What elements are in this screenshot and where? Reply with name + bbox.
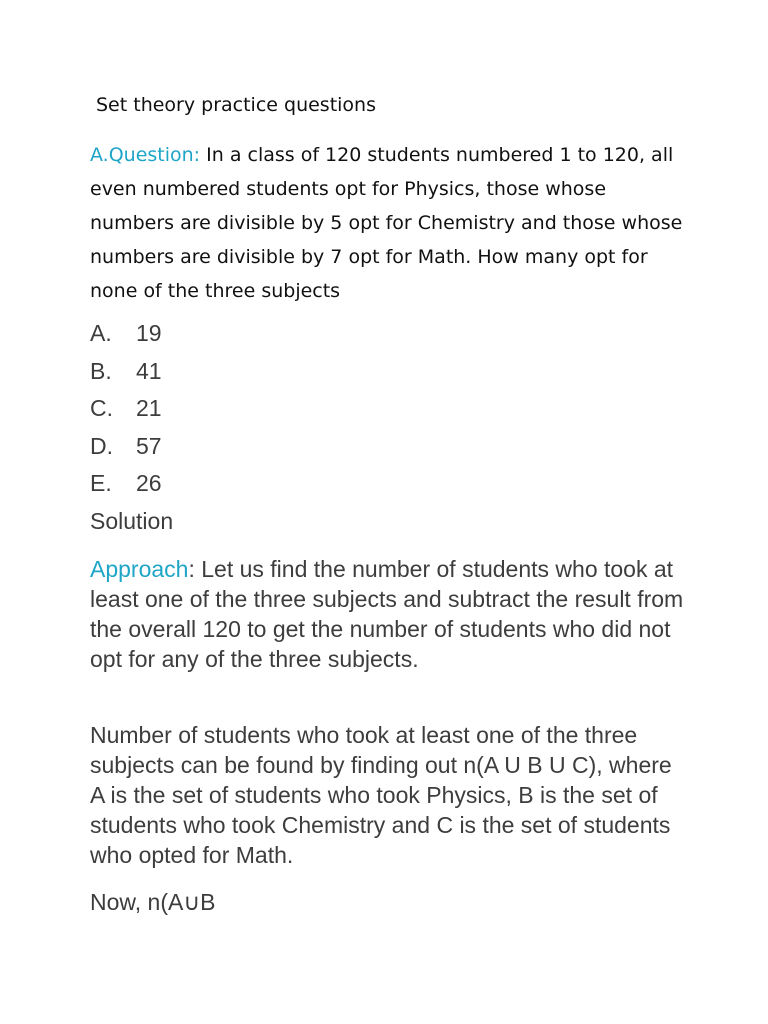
option-letter: C. bbox=[90, 395, 113, 421]
approach-paragraph bbox=[90, 554, 690, 674]
page-title: Set theory practice questions bbox=[96, 94, 376, 116]
question-text: In a class of 120 students numbered 1 to 120, all even numbered students opt for Physics, those whose numbers are divisible by 5 opt for Chemistry and those whose numbers are divisible by 7 opt for Math. How many opt for none of the three subjects bbox=[90, 144, 683, 302]
option-letter: B. bbox=[90, 357, 112, 384]
option-d bbox=[90, 428, 162, 466]
option-value: 19 bbox=[136, 320, 162, 346]
option-c bbox=[90, 390, 162, 428]
answer-options bbox=[90, 315, 162, 503]
option-letter: E. bbox=[90, 470, 112, 496]
solution-heading: Solution bbox=[90, 508, 174, 534]
approach-label: Approach bbox=[90, 556, 189, 582]
question-label: A.Question: bbox=[90, 144, 201, 166]
option-e bbox=[90, 465, 162, 503]
option-letter: D. bbox=[90, 432, 113, 459]
option-a bbox=[90, 315, 162, 353]
option-b bbox=[90, 353, 162, 391]
option-value: 26 bbox=[136, 470, 162, 496]
option-value: 21 bbox=[136, 395, 162, 421]
option-value: 41 bbox=[136, 357, 162, 384]
now-paragraph: Now, n(A∪B bbox=[90, 889, 216, 915]
question-paragraph bbox=[90, 138, 690, 308]
union-paragraph: Number of students who took at least one of the three subjects can be found by finding out n(A U B U C), where A is the set of students who took Physics, B is the set of students who took Chemistry and C is the set of students who opted for Math. bbox=[90, 722, 672, 868]
option-value: 57 bbox=[136, 432, 162, 459]
option-letter: A. bbox=[90, 320, 112, 346]
approach-text: : Let us find the number of students who took at least one of the three subjects and subtract the result from the overall 120 to get the number of students who did not opt for any of the three subjects. bbox=[90, 556, 684, 672]
